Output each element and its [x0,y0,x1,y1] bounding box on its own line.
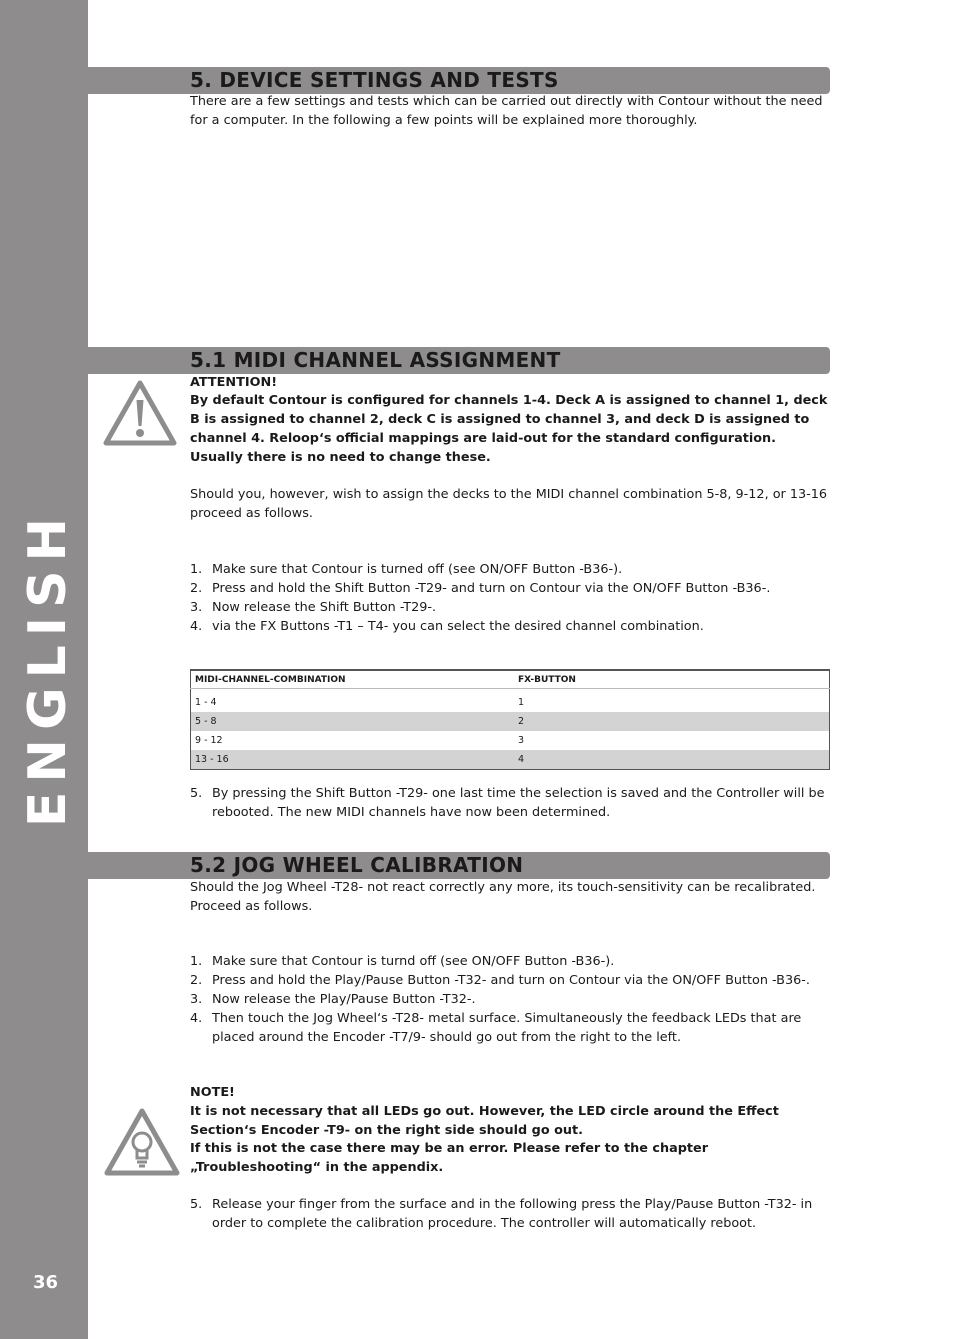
section-5-header [88,67,830,94]
list-item: 5. Release your finger from the surface and in the following press the Play/Pause Button -T32- in order to complete the calibration procedure. The controller will automatically reboot. [190,1197,813,1231]
language-label: ENGLISH [18,508,78,828]
midi-intro-paragraph: Should you, however, wish to assign the decks to the MIDI channel combination 5-8, 9-12, or 13-16 proceed as follows. [190,487,828,521]
table-cell: 5 - 8 [191,712,515,731]
section-52-header [88,852,830,879]
table-cell: 1 - 4 [195,697,217,708]
list-item: 3. Now release the Shift Button -T29-. [190,600,437,615]
column-header: MIDI-CHANNEL-COMBINATION [191,670,515,689]
list-item: 4. Then touch the Jog Wheel‘s -T28- metal surface. Simultaneously the feedback LEDs that are placed around the Encoder -T7/9- should go out from the right to the left. [190,1011,802,1045]
table-row [191,750,830,770]
table-cell: 2 [514,712,830,731]
list-item: 2. Press and hold the Shift Button -T29- and turn on Contour via the ON/OFF Button -B36-. [190,581,771,596]
section-51-title: 5.1 MIDI CHANNEL ASSIGNMENT [190,348,561,372]
table-cell: 1 [518,697,525,708]
list-item: 5. By pressing the Shift Button -T29- one last time the selection is saved and the Controller will be rebooted. The new MIDI channels have now been determined. [190,786,825,820]
section-5-intro: There are a few settings and tests which can be carried out directly with Contour without the need for a computer. In the following a few points will be explained more thoroughly. [190,94,823,128]
table-cell: 4 [514,750,830,770]
table-cell: 13 - 16 [191,750,515,770]
table-cell: 9 - 12 [195,735,223,746]
table-row [191,712,830,731]
list-item: 1. Make sure that Contour is turnd off (see ON/OFF Button -B36-). [190,954,615,969]
section-5-title: 5. DEVICE SETTINGS AND TESTS [190,68,559,92]
table-cell: 3 [518,735,525,746]
list-item: 3. Now release the Play/Pause Button -T32-. [190,992,476,1007]
note-lightbulb-icon [102,1106,182,1183]
note-text-1: It is not necessary that all LEDs go out. However, the LED circle around the Effect Section‘s Encoder -T9- on the right side should go out. [190,1104,779,1138]
jog-intro-paragraph: Should the Jog Wheel -T28- not react correctly any more, its touch-sensitivity can be recalibrated. Proceed as follows. [190,880,816,914]
list-item: 2. Press and hold the Play/Pause Button -T32- and turn on Contour via the ON/OFF Button -B36-. [190,973,810,988]
warning-icon [102,378,178,453]
attention-heading: ATTENTION! [190,375,278,390]
midi-steps-list [190,560,830,636]
table-row [191,731,830,750]
note-text-2: If this is not the case there may be an error. Please refer to the chapter „Troubleshooting“ in the appendix. [190,1141,709,1175]
sidebar [0,0,88,1339]
jog-steps-list [190,952,830,1047]
midi-step5-list [190,784,830,822]
section-51-header [88,347,830,374]
table-row [191,689,830,713]
list-item: 1. Make sure that Contour is turned off (see ON/OFF Button -B36-). [190,562,623,577]
note-heading: NOTE! [190,1085,235,1100]
jog-step5-list [190,1195,830,1233]
column-header: FX-BUTTON [514,670,830,689]
page-number: 36 [33,1272,59,1293]
table-header-row [191,670,830,689]
midi-channel-table [190,669,830,770]
list-item: 4. via the FX Buttons -T1 – T4- you can select the desired channel combination. [190,619,704,634]
section-52-title: 5.2 JOG WHEEL CALIBRATION [190,853,524,877]
attention-text: By default Contour is configured for channels 1-4. Deck A is assigned to channel 1, deck B is assigned to channel 2, deck C is assigned to channel 3, and deck D is assigned to channel 4. Reloop‘s official mappings are laid-out for the standard configuration. Usually there is no need to change these. [190,393,828,465]
